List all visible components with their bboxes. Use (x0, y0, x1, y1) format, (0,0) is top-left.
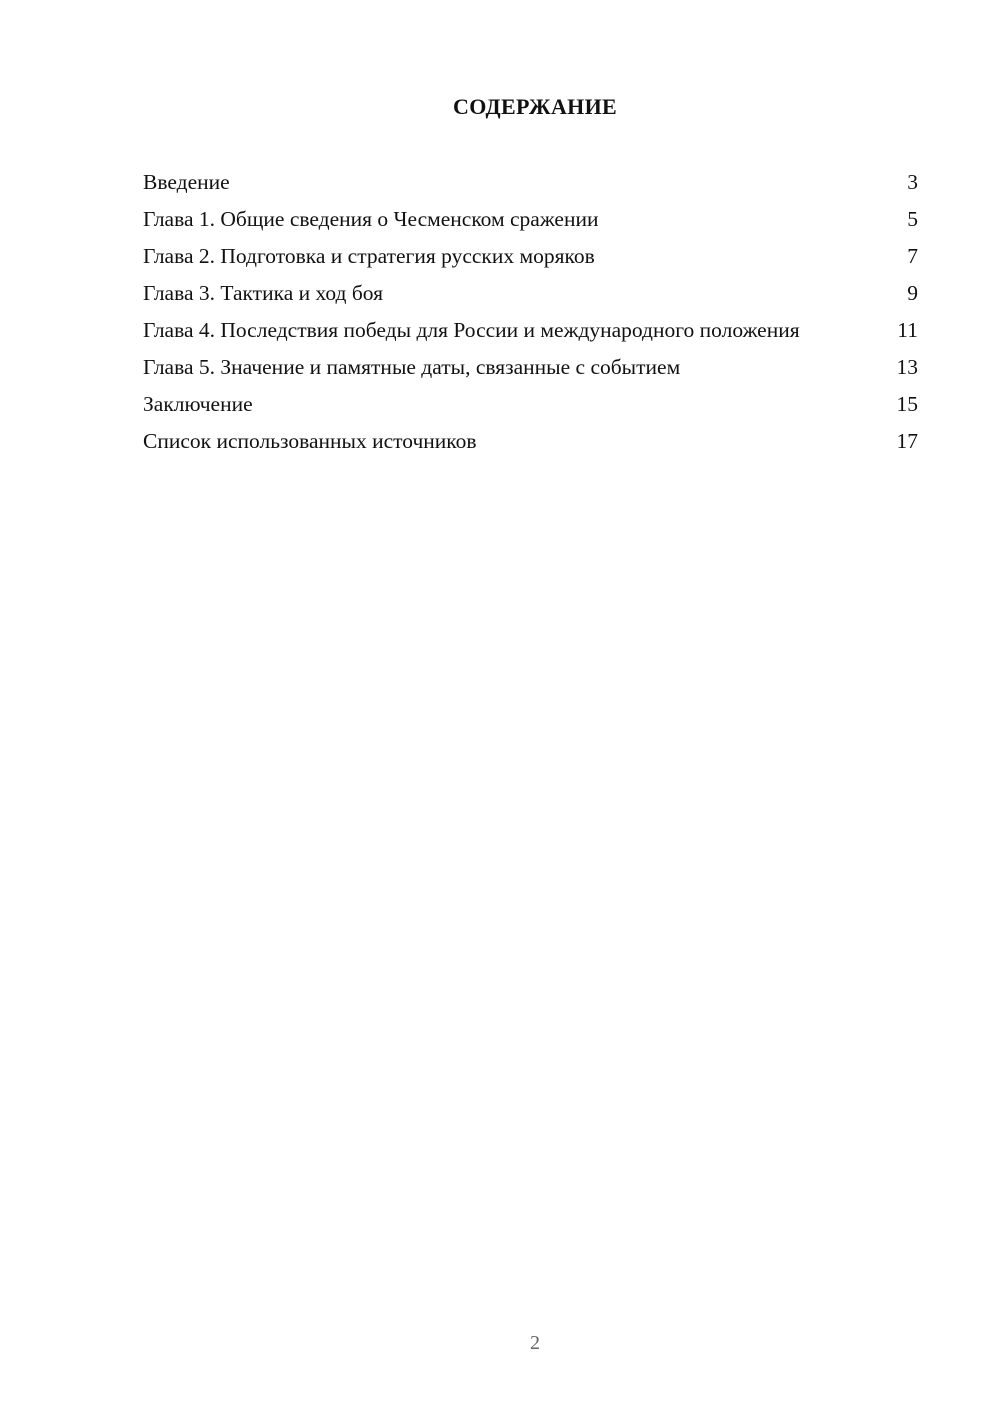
toc-item-chapter-3 (143, 280, 918, 307)
toc-item-chapter-5 (143, 354, 918, 381)
page-number: 2 (530, 1332, 540, 1354)
toc-item-page-number: 7 (907, 244, 918, 268)
toc-item-chapter-2 (143, 243, 918, 270)
toc-item-label: Введение (143, 170, 230, 194)
toc-item-label: Глава 3. Тактика и ход боя (143, 281, 384, 305)
toc-item-label: Глава 5. Значение и памятные даты, связанные с событием (143, 355, 681, 379)
toc-item-references (143, 428, 918, 455)
toc-item-chapter-4 (143, 317, 918, 344)
toc-item-chapter-1 (143, 206, 918, 233)
toc-item-conclusion (143, 391, 918, 418)
toc-item-label: Глава 2. Подготовка и стратегия русских моряков (143, 244, 595, 268)
toc-item-label: Список использованных источников (143, 429, 477, 453)
toc-item-page-number: 13 (896, 355, 918, 379)
page-title: СОДЕРЖАНИЕ (453, 94, 617, 119)
toc-item-page-number: 5 (907, 207, 918, 231)
table-of-contents (143, 169, 918, 465)
toc-item-label: Глава 1. Общие сведения о Чесменском сражении (143, 207, 599, 231)
toc-item-page-number: 3 (907, 170, 918, 194)
toc-item-label: Заключение (143, 392, 253, 416)
toc-item-page-number: 17 (896, 429, 918, 453)
toc-item-page-number: 15 (896, 392, 918, 416)
toc-item-introduction (143, 169, 918, 196)
toc-item-page-number: 9 (907, 281, 918, 305)
toc-item-label: Глава 4. Последствия победы для России и международного положения (143, 318, 800, 342)
toc-item-page-number: 11 (897, 318, 918, 342)
